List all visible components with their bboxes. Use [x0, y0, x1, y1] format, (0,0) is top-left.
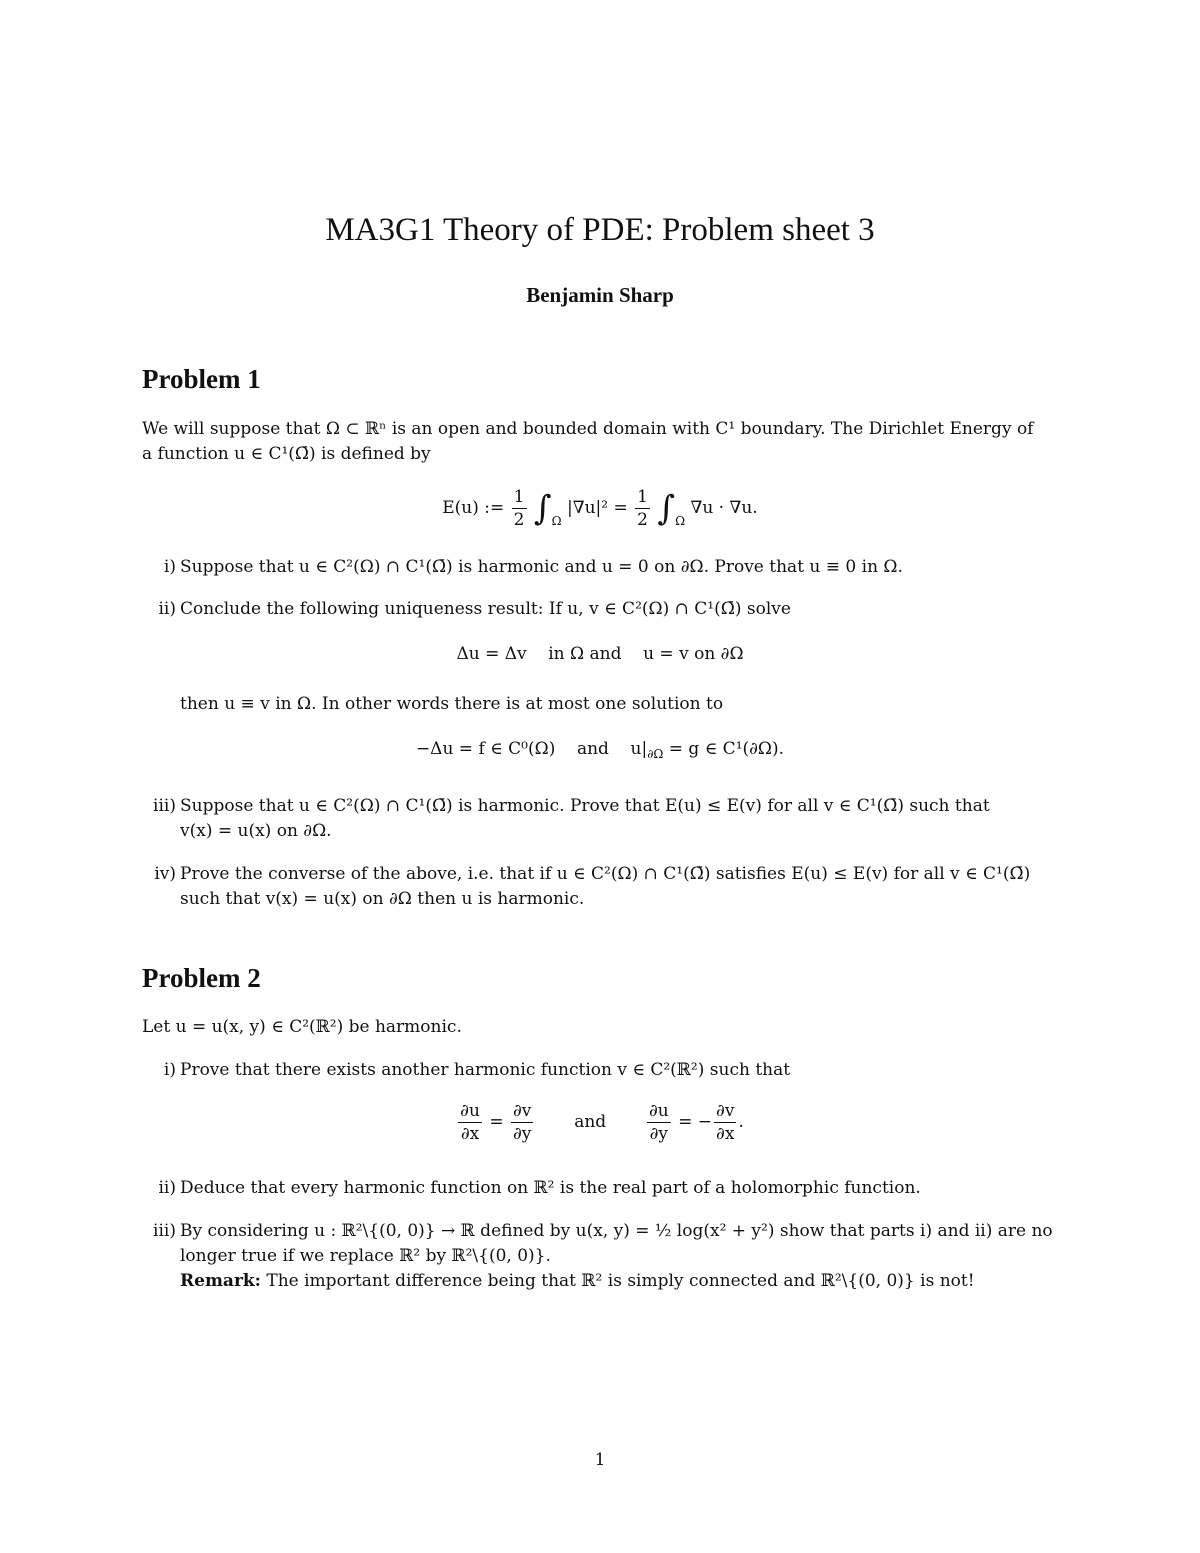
page-title: MA3G1 Theory of PDE: Problem sheet 3	[325, 212, 875, 248]
problem-1-intro-line-2: a function u ∈ C¹(Ω̄) is defined by	[142, 444, 431, 464]
remark	[180, 1269, 975, 1294]
item-label: iv)	[154, 864, 176, 884]
problem-1-item-iv-line-2: such that v(x) = u(x) on ∂Ω then u is harmonic.	[180, 889, 585, 909]
problem-1-item-ii: Conclude the following uniqueness result: If u, v ∈ C²(Ω) ∩ C¹(Ω̄) solve	[180, 599, 791, 619]
integral-sign: ∫	[533, 488, 552, 529]
remark-label: Remark:	[180, 1271, 261, 1291]
half-fraction: $\frac{1}{2}$	[513, 487, 525, 530]
problem-2-item-iii-line-1: By considering u : ℝ²\{(0, 0)} → ℝ defined by u(x, y) = ½ log(x² + y²) show that parts i) and ii) are no	[180, 1221, 1053, 1241]
problem-1-item-i: Suppose that u ∈ C²(Ω) ∩ C¹(Ω̄) is harmonic and u = 0 on ∂Ω. Prove that u ≡ 0 in Ω.	[180, 557, 903, 577]
energy-rhs: ∇u · ∇u.	[690, 498, 758, 518]
item-label: iii)	[153, 796, 176, 816]
problem-2-item-ii: Deduce that every harmonic function on ℝ² is the real part of a holomorphic function.	[180, 1178, 921, 1198]
half-fraction: $\frac{1}{2}$	[637, 487, 648, 530]
cauchy-riemann-equations: $\frac{\partial u}{\partial x}$ = $\frac{\partial v}{\partial y}$ and $\frac{\partial u}{\partial y}$ = − $\frac{\partial v}{\partial x}$ .	[460, 1101, 744, 1144]
problem-1-item-ii-then: then u ≡ v in Ω. In other words there is at most one solution to	[180, 694, 724, 714]
uniqueness-equation: Δu = Δv in Ω and u = v on ∂Ω	[456, 644, 744, 664]
problem-1-item-iv-line-1: Prove the converse of the above, i.e. that if u ∈ C²(Ω) ∩ C¹(Ω̄) satisfies E(u) ≤ E(v) for all v ∈ C¹(Ω̄)	[180, 864, 1031, 884]
poisson-equation: −Δu = f ∈ C⁰(Ω) and $u|_{\partial\Omega} = g$ ∈ C¹(∂Ω).	[415, 739, 785, 761]
item-label: i)	[163, 557, 176, 577]
problem-1-intro-line-1: We will suppose that Ω ⊂ ℝⁿ is an open and bounded domain with C¹ boundary. The Dirichlet Energy of	[142, 419, 1034, 439]
integral-domain: Ω	[675, 514, 686, 528]
problem-2-heading: Problem 2	[142, 963, 261, 993]
problem-1-item-iii-line-2: v(x) = u(x) on ∂Ω.	[180, 821, 332, 841]
item-label: iii)	[153, 1221, 176, 1241]
problem-1-item-iii-line-1: Suppose that u ∈ C²(Ω) ∩ C¹(Ω̄) is harmonic. Prove that E(u) ≤ E(v) for all v ∈ C¹(Ω̄) such that	[180, 796, 990, 816]
item-label: ii)	[158, 1178, 176, 1198]
author: Benjamin Sharp	[526, 283, 674, 307]
energy-lhs: E(u) :=	[442, 498, 505, 518]
problem-2-item-iii-line-2: longer true if we replace ℝ² by ℝ²\{(0, 0)}.	[180, 1246, 551, 1266]
item-label: i)	[163, 1060, 176, 1080]
problem-1-heading: Problem 1	[142, 364, 261, 394]
dirichlet-energy-equation	[0, 486, 1200, 531]
page-number: 1	[594, 1450, 606, 1470]
energy-mid: |∇u|² =	[566, 498, 628, 518]
problem-2-item-i: Prove that there exists another harmonic function v ∈ C²(ℝ²) such that	[180, 1060, 791, 1080]
problem-2-intro: Let u = u(x, y) ∈ C²(ℝ²) be harmonic.	[142, 1017, 462, 1037]
integral-sign: ∫	[657, 488, 676, 529]
remark-text: The important difference being that ℝ² is simply connected and ℝ²\{(0, 0)} is not!	[260, 1271, 975, 1291]
integral-domain: Ω	[551, 514, 562, 528]
item-label: ii)	[158, 599, 176, 619]
